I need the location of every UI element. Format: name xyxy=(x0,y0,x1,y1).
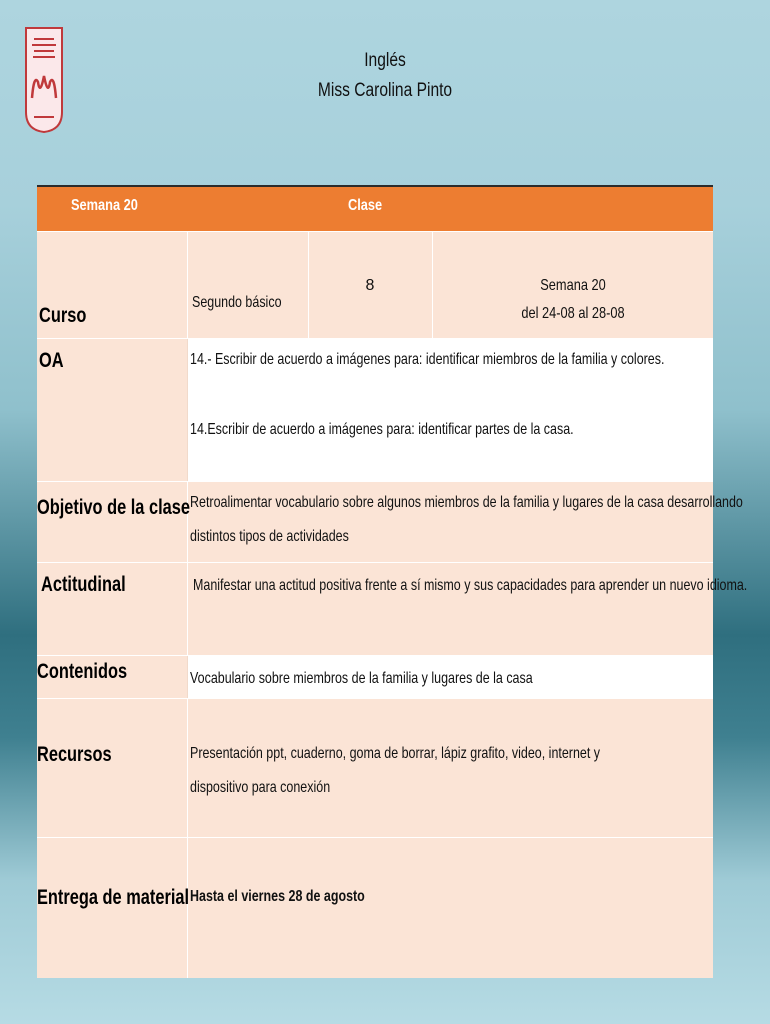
teacher-name: Miss Carolina Pinto xyxy=(317,80,453,101)
date-range: del 24-08 al 28-08 xyxy=(521,305,625,322)
delivery-row xyxy=(37,838,713,978)
oa-line-2: 14.Escribir de acuerdo a imágenes para: identificar partes de la casa. xyxy=(190,421,574,438)
oa-line-1: 14.- Escribir de acuerdo a imágenes para: identificar miembros de la familia y colores. xyxy=(190,351,665,368)
delivery-text: Hasta el viernes 28 de agosto xyxy=(190,888,365,905)
content-row xyxy=(37,656,713,699)
lesson-plan-table xyxy=(37,185,748,978)
objective-line-2: distintos tipos de actividades xyxy=(190,528,349,545)
course-value-cell xyxy=(188,232,713,338)
attitude-text: Manifestar una actitud positiva frente a sí mismo y sus capacidades para aprender un nuevo idioma. xyxy=(193,577,748,594)
grade-cell xyxy=(188,232,309,338)
oa-label-cell xyxy=(37,339,188,481)
content-label-cell xyxy=(37,656,188,698)
course-label-cell xyxy=(37,232,188,338)
delivery-value-cell xyxy=(188,838,713,978)
content-label: Contenidos xyxy=(37,660,128,683)
resources-label-cell xyxy=(37,699,188,837)
resources-line-2: dispositivo para conexión xyxy=(190,779,331,796)
grade-text: Segundo básico xyxy=(192,294,282,311)
class-number-cell xyxy=(308,232,433,338)
week-cell xyxy=(433,232,713,338)
delivery-label: Entrega de material xyxy=(37,886,190,909)
objective-value-cell xyxy=(188,482,743,562)
attitude-value-cell xyxy=(188,563,748,655)
oa-row xyxy=(37,339,713,482)
attitude-label-cell xyxy=(37,563,188,655)
week-header: Semana 20 xyxy=(71,197,138,214)
content-value-cell xyxy=(188,656,713,698)
resources-line-1: Presentación ppt, cuaderno, goma de borrar, lápiz grafito, video, internet y xyxy=(190,745,600,762)
objective-label: Objetivo de la clase xyxy=(37,496,190,519)
course-row xyxy=(37,232,713,339)
document-header xyxy=(69,46,700,106)
class-number: 8 xyxy=(365,277,375,294)
content-text: Vocabulario sobre miembros de la familia y lugares de la casa xyxy=(190,670,533,687)
objective-row xyxy=(37,482,743,563)
class-header: Clase xyxy=(348,197,383,214)
objective-label-cell xyxy=(37,482,188,562)
oa-label: OA xyxy=(39,349,64,372)
school-logo xyxy=(24,26,64,134)
table-header-row xyxy=(37,185,713,232)
objective-line-1: Retroalimentar vocabulario sobre algunos miembros de la familia y lugares de la casa desarrollando xyxy=(190,494,743,511)
resources-label: Recursos xyxy=(37,743,112,766)
subject-title: Inglés xyxy=(364,50,406,71)
week-range xyxy=(461,272,685,328)
attitude-row xyxy=(37,563,748,656)
week-line: Semana 20 xyxy=(540,277,606,294)
attitude-label: Actitudinal xyxy=(41,573,126,596)
course-label: Curso xyxy=(39,304,87,327)
oa-value-cell xyxy=(188,339,713,481)
resources-row xyxy=(37,699,713,838)
resources-value-cell xyxy=(188,699,713,837)
delivery-label-cell xyxy=(37,838,188,978)
